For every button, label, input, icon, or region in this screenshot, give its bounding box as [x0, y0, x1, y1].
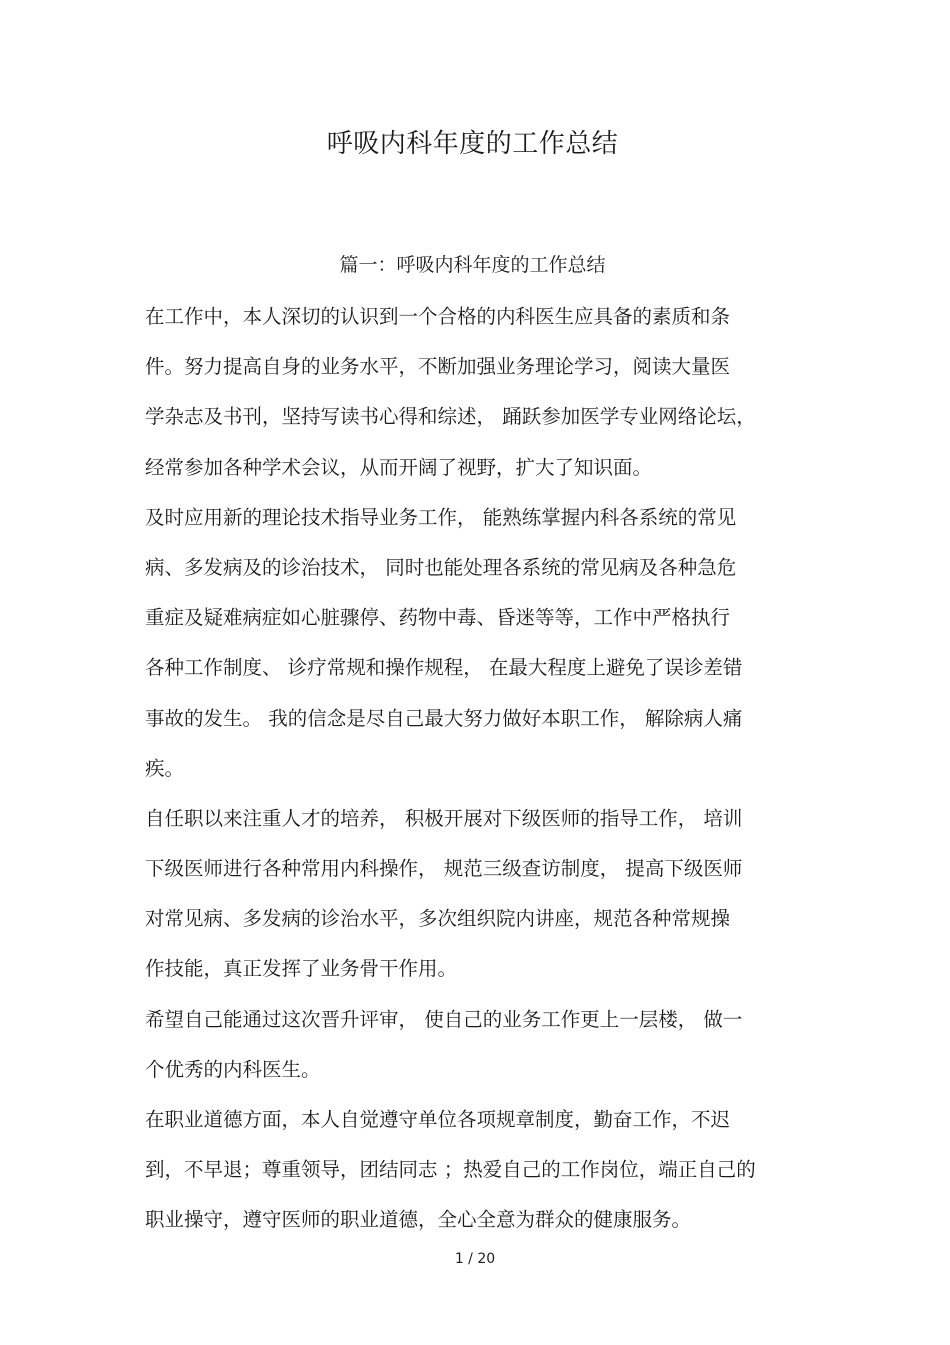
- text-line: 在职业道德方面，本人自觉遵守单位各项规章制度，勤奋工作，不迟: [145, 1108, 731, 1131]
- text-line: 疾。: [145, 756, 185, 780]
- text-line: 作技能，真正发挥了业务骨干作用。: [145, 957, 458, 981]
- text-line: 个优秀的内科医生。: [145, 1057, 321, 1081]
- text-line: 自任职以来注重人才的培养， 积极开展对下级医师的指导工作， 培训: [145, 806, 743, 830]
- text-line: 到，不早退；尊重领导，团结同志 ；热爱自己的工作岗位，端正自己的: [145, 1158, 756, 1182]
- section-title: 篇一：呼吸内科年度的工作总结: [339, 254, 606, 276]
- text-line: 对常见病、多发病的诊治水平，多次组织院内讲座，规范各种常规操: [145, 907, 731, 931]
- text-line: 职业操守，遵守医师的职业道德，全心全意为群众的健康服务。: [145, 1208, 692, 1232]
- text-line: 学杂志及书刊，坚持写读书心得和综述， 踊跃参加医学专业网络论坛，: [145, 405, 756, 429]
- text-line: 希望自己能通过这次晋升评审， 使自己的业务工作更上一层楼， 做一: [145, 1007, 743, 1031]
- page-number: 1 / 20: [454, 1251, 496, 1267]
- body-text: [145, 300, 810, 1254]
- text-line: 事故的发生。 我的信念是尽自己最大努力做好本职工作， 解除病人痛: [145, 706, 743, 730]
- text-line: 件。努力提高自身的业务水平，不断加强业务理论学习，阅读大量医: [145, 355, 731, 379]
- text-line: 重症及疑难病症如心脏骤停、药物中毒、昏迷等等，工作中严格执行: [145, 606, 731, 630]
- text-line: 各种工作制度、 诊疗常规和操作规程， 在最大程度上避免了误诊差错: [145, 656, 743, 680]
- document-title: 呼吸内科年度的工作总结: [326, 129, 619, 159]
- text-line: 经常参加各种学术会议，从而开阔了视野，扩大了知识面。: [145, 455, 653, 479]
- text-line: 病、多发病及的诊治技术， 同时也能处理各系统的常见病及各种急危: [145, 555, 737, 579]
- text-line: 在工作中，本人深切的认识到一个合格的内科医生应具备的素质和条: [145, 305, 731, 328]
- text-line: 及时应用新的理论技术指导业务工作， 能熟练掌握内科各系统的常见: [145, 505, 737, 529]
- text-line: 下级医师进行各种常用内科操作， 规范三级查访制度， 提高下级医师: [145, 857, 743, 881]
